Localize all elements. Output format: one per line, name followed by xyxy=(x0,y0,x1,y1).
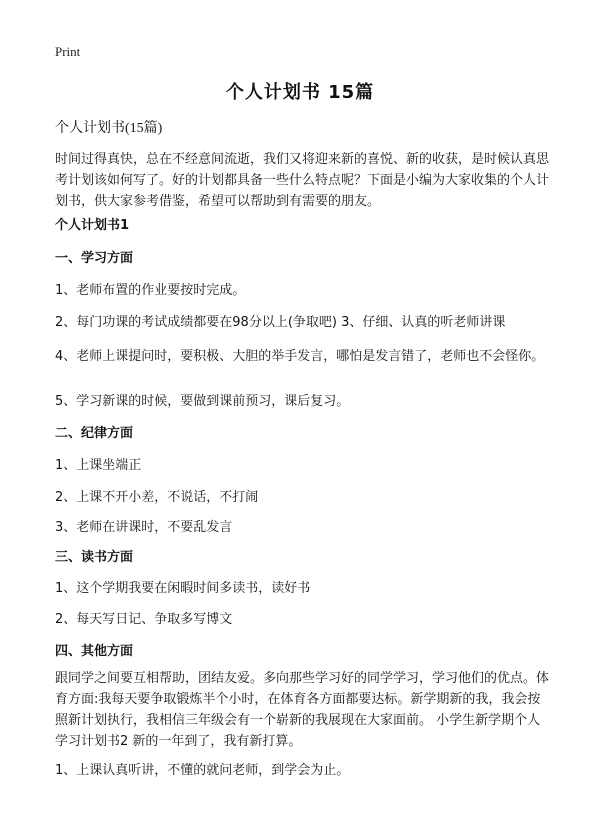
list-item: 5、学习新课的时候，要做到课前预习，课后复习。 xyxy=(55,394,350,409)
paragraph: 跟同学之间要互相帮助，团结友爱。多向那些学习好的同学学习，学习他们的优点。体育方面:我每天要争取锻炼半个小时，在体育各方面都要达标。新学期新的我，我会按照新计划执行，我相信三年级会有一个崭新的我展现在大家面前。 小学生新学期个人学习计划书2 新的一年到了，我有新打算。 xyxy=(55,671,550,749)
list-item: 1、老师布置的作业要按时完成。 xyxy=(55,283,246,298)
print-link[interactable]: Print xyxy=(55,44,81,59)
list-item: 2、每天写日记、争取多写博文 xyxy=(55,612,233,627)
section-heading-study: 一、学习方面 xyxy=(55,251,134,266)
intro-paragraph: 时间过得真快，总在不经意间流逝，我们又将迎来新的喜悦、新的收获，是时候认真思考计划该如何写了。好的计划都具备一些什么特点呢？下面是小编为大家收集的个人计划书，供大家参考借鉴，希望可以帮助到有需要的朋友。 xyxy=(55,152,550,209)
section-heading-reading: 三、读书方面 xyxy=(55,550,134,565)
list-item: 1、这个学期我要在闲暇时间多读书，读好书 xyxy=(55,581,311,596)
list-item: 2、上课不开小差，不说话，不打闹 xyxy=(55,490,259,505)
list-item: 2、每门功课的考试成绩都要在98分以上(争取吧) 3、仔细、认真的听老师讲课 xyxy=(55,315,506,330)
list-item: 1、上课认真听讲，不懂的就问老师，到学会为止。 xyxy=(55,763,350,778)
section-heading-other: 四、其他方面 xyxy=(55,644,134,659)
list-item: 4、老师上课提问时，要积极、大胆的举手发言，哪怕是发言错了，老师也不会怪你。 xyxy=(55,349,545,364)
section-title: 个人计划书1 xyxy=(55,218,130,233)
list-item: 3、老师在讲课时，不要乱发言 xyxy=(55,520,233,535)
document-title: 个人计划书 15篇 xyxy=(225,82,375,103)
subtitle: 个人计划书(15篇) xyxy=(55,121,163,136)
section-heading-discipline: 二、纪律方面 xyxy=(55,426,134,441)
list-item: 1、上课坐端正 xyxy=(55,458,142,473)
